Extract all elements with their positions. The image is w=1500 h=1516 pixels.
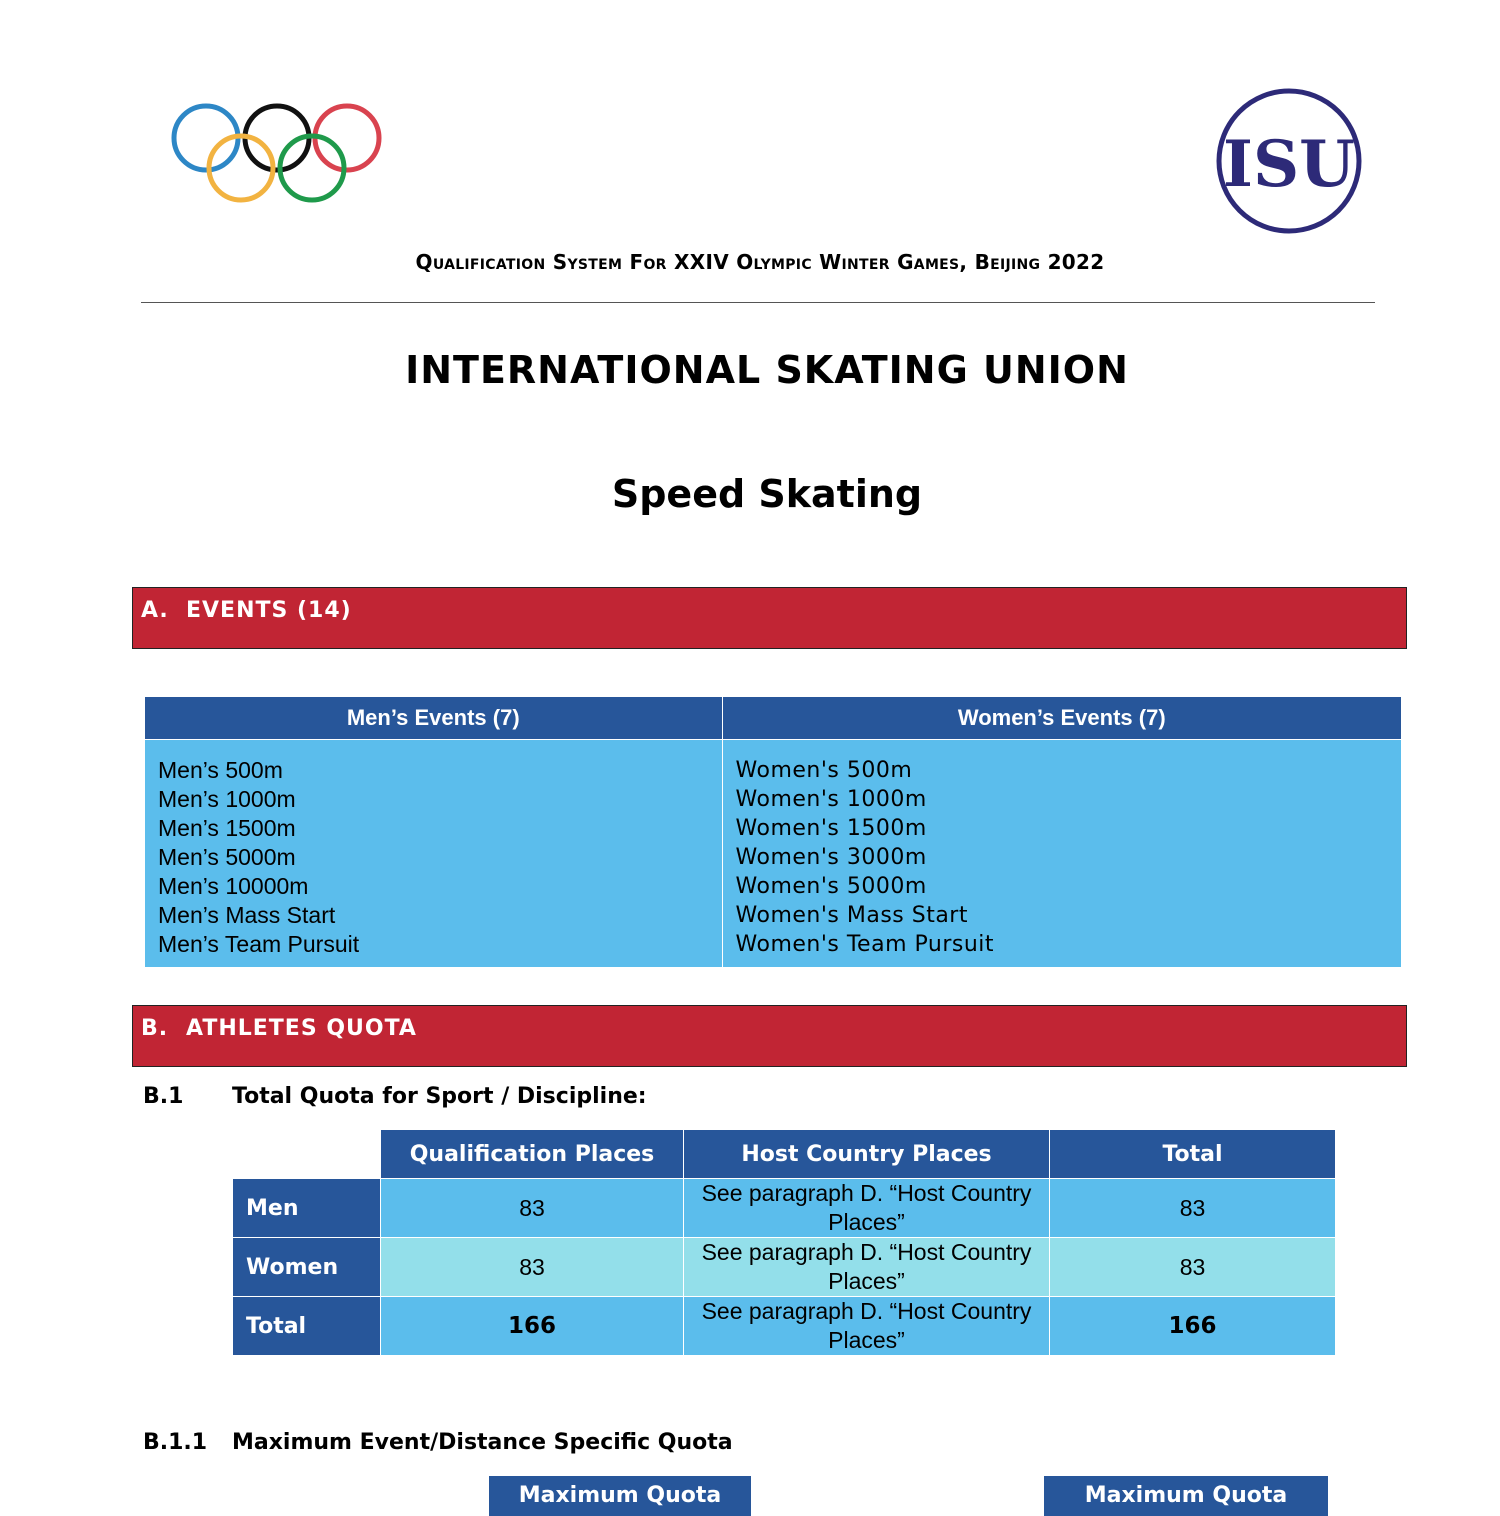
table-cell: See paragraph D. “Host Country Places”	[684, 1297, 1050, 1356]
women-events-header: Women’s Events (7)	[722, 697, 1401, 740]
list-item: Men’s Mass Start	[158, 902, 336, 928]
table-cell: See paragraph D. “Host Country Places”	[684, 1179, 1050, 1238]
document-header: Qualification System For XXIV Olympic Winter Games, Beijing 2022	[415, 250, 1105, 274]
b11-subheading	[143, 1430, 843, 1460]
blank-header-cell	[233, 1130, 381, 1179]
table-row	[233, 1297, 1336, 1356]
men-events-list	[145, 740, 723, 968]
list-item: Women's 500m	[735, 758, 913, 783]
b1-subheading	[143, 1084, 843, 1114]
list-item: Men’s 10000m	[158, 873, 309, 899]
section-letter: B.	[141, 1016, 169, 1041]
sport-title: Speed Skating	[611, 472, 923, 516]
column-header: Total	[1050, 1130, 1336, 1179]
subheading-number: B.1.1	[143, 1430, 208, 1455]
section-title: EVENTS (14)	[186, 598, 352, 623]
events-table	[144, 696, 1402, 968]
table-row	[233, 1238, 1336, 1297]
women-events-list	[722, 740, 1401, 968]
table-cell: 166	[1050, 1297, 1336, 1356]
row-header: Women	[233, 1238, 381, 1297]
subheading-text: Total Quota for Sport / Discipline:	[232, 1084, 647, 1109]
list-item: Men’s 5000m	[158, 844, 296, 870]
list-item: Men’s Team Pursuit	[158, 931, 360, 957]
list-item: Women's 1000m	[735, 787, 927, 812]
table-cell: 166	[381, 1297, 684, 1356]
row-header: Men	[233, 1179, 381, 1238]
table-cell: 83	[1050, 1179, 1336, 1238]
column-header: Host Country Places	[684, 1130, 1050, 1179]
list-item: Women's 1500m	[735, 816, 927, 841]
list-item: Men’s 1500m	[158, 815, 296, 841]
svg-text:ISU: ISU	[1223, 127, 1355, 202]
subheading-number: B.1	[143, 1084, 184, 1109]
table-cell: See paragraph D. “Host Country Places”	[684, 1238, 1050, 1297]
row-header: Total	[233, 1297, 381, 1356]
max-quota-header-right: Maximum Quota	[1044, 1476, 1328, 1516]
section-b-heading	[132, 1005, 1407, 1067]
section-title: ATHLETES QUOTA	[186, 1016, 417, 1041]
quota-table	[232, 1129, 1336, 1356]
column-header: Qualification Places	[381, 1130, 684, 1179]
isu-logo	[1214, 86, 1364, 236]
section-a-heading	[132, 587, 1407, 649]
olympic-rings-logo	[168, 98, 388, 208]
header-divider	[141, 302, 1375, 303]
table-cell: 83	[1050, 1238, 1336, 1297]
list-item: Men’s 500m	[158, 757, 283, 783]
section-letter: A.	[141, 598, 169, 623]
list-item: Women's Team Pursuit	[735, 932, 995, 957]
list-item: Women's 3000m	[735, 845, 927, 870]
max-quota-header-left: Maximum Quota	[489, 1476, 751, 1516]
list-item: Men’s 1000m	[158, 786, 296, 812]
list-item: Women's 5000m	[735, 874, 927, 899]
table-cell: 83	[381, 1179, 684, 1238]
table-row	[233, 1179, 1336, 1238]
men-events-header: Men’s Events (7)	[145, 697, 723, 740]
organization-title: INTERNATIONAL SKATING UNION	[405, 348, 1129, 392]
table-cell: 83	[381, 1238, 684, 1297]
subheading-text: Maximum Event/Distance Specific Quota	[232, 1430, 733, 1455]
list-item: Women's Mass Start	[735, 903, 968, 928]
